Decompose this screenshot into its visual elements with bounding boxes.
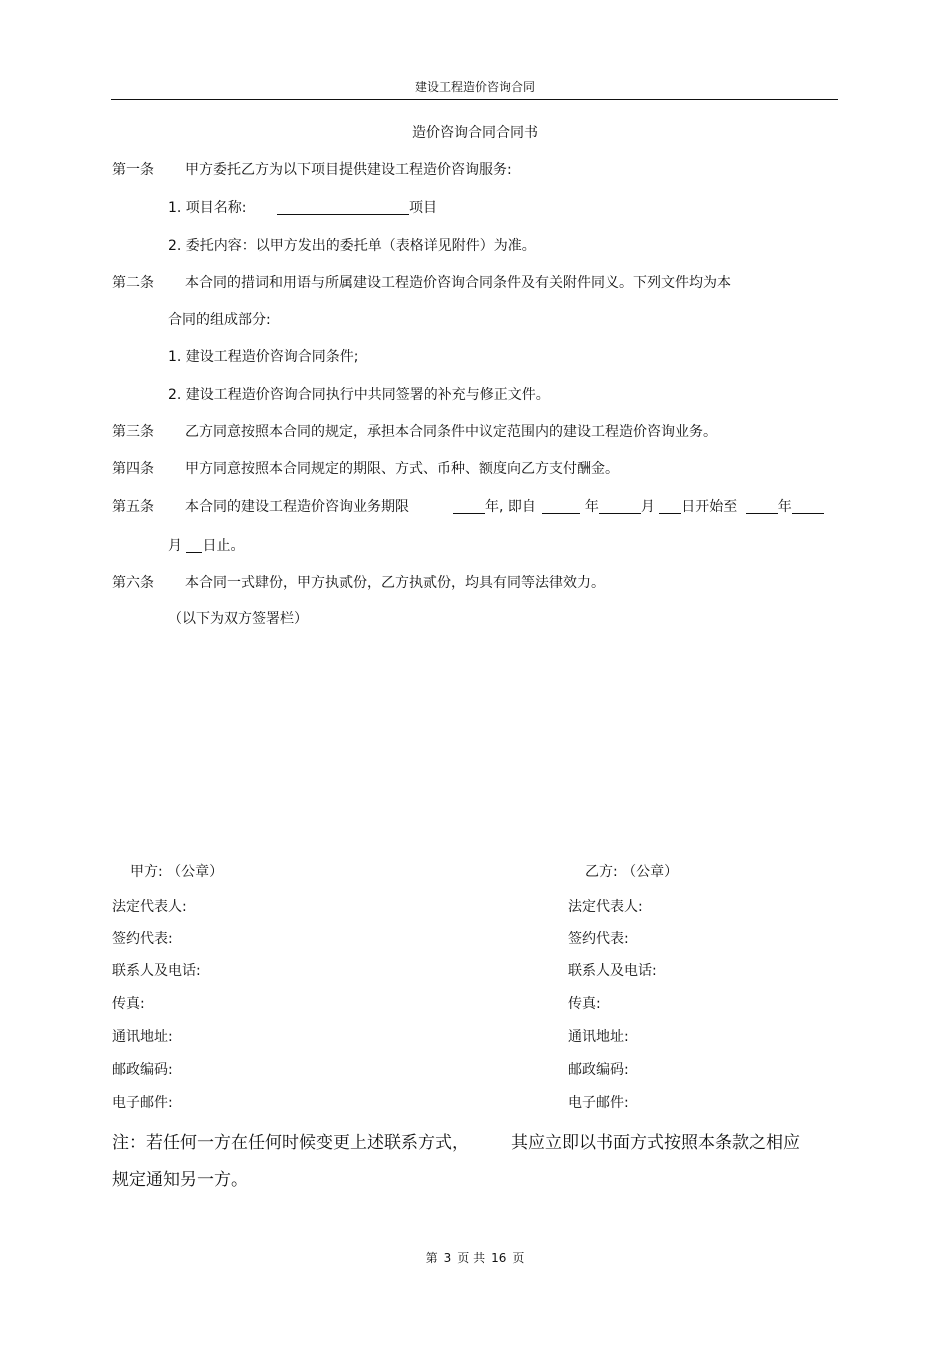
- article-5-term-line-continued: [168, 539, 244, 553]
- article-6-text: 本合同一式肆份，甲方执贰份，乙方执贰份，均具有同等法律效力。: [185, 575, 605, 591]
- party-a-email: 电子邮件:: [112, 1095, 173, 1111]
- term-year-unit: 年: [485, 499, 499, 515]
- project-name-suffix: 项目: [408, 200, 437, 216]
- footer-suffix: 页: [512, 1251, 525, 1265]
- document-title: 造价咨询合同合同书: [412, 125, 538, 141]
- end-day-blank: [186, 539, 202, 553]
- article-1-item-2: 2. 委托内容：以甲方发出的委托单（表格详见附件）为准。: [168, 238, 536, 254]
- article-4-number: 第四条: [112, 461, 154, 477]
- article-1-number: 第一条: [112, 162, 154, 178]
- article-5-term-line: [453, 500, 824, 514]
- party-b-signing-rep: 签约代表:: [568, 931, 629, 947]
- article-3-number: 第三条: [112, 424, 154, 440]
- article-3-text: 乙方同意按照本合同的规定，承担本合同条件中议定范围内的建设工程造价咨询业务。: [185, 424, 717, 440]
- end-day-text: 日止。: [202, 538, 245, 554]
- footer-mid: 页 共: [457, 1251, 486, 1265]
- party-b-fax: 传真:: [568, 996, 601, 1012]
- party-a-contact-phone: 联系人及电话:: [112, 963, 201, 979]
- party-b-legal-rep: 法定代表人:: [568, 899, 643, 915]
- end-year-unit: 年: [777, 499, 792, 515]
- article-5-text: 本合同的建设工程造价咨询业务期限: [185, 499, 409, 515]
- article-2-item-1: 1. 建设工程造价咨询合同条件;: [168, 349, 359, 365]
- party-b-address: 通讯地址:: [568, 1029, 629, 1045]
- article-2-number: 第二条: [112, 275, 154, 291]
- start-year-blank: [542, 500, 580, 514]
- page-footer: [0, 1252, 950, 1264]
- article-1-item-1: [168, 201, 437, 215]
- party-a-postcode: 邮政编码:: [112, 1062, 173, 1078]
- note-line-1a: 注：若任何一方在任何时候变更上述联系方式，: [112, 1133, 469, 1153]
- term-from-text: , 即自: [499, 499, 536, 515]
- party-b-email: 电子邮件:: [568, 1095, 629, 1111]
- end-month-unit: 月: [168, 538, 182, 554]
- party-b-contact-phone: 联系人及电话:: [568, 963, 657, 979]
- article-2-item-2: 2. 建设工程造价咨询合同执行中共同签署的补充与修正文件。: [168, 387, 550, 403]
- note-line-2: 规定通知另一方。: [112, 1170, 248, 1190]
- party-a-signing-rep: 签约代表:: [112, 931, 173, 947]
- start-year-unit: 年: [584, 499, 599, 515]
- party-a-address: 通讯地址:: [112, 1029, 173, 1045]
- article-4-text: 甲方同意按照本合同规定的期限、方式、币种、额度向乙方支付酬金。: [185, 461, 619, 477]
- article-2-text: 本合同的措词和用语与所属建设工程造价咨询合同条件及有关附件同义。下列文件均为本: [185, 275, 731, 291]
- term-years-blank: [453, 500, 485, 514]
- start-day-text: 日开始至: [681, 499, 738, 515]
- article-6-number: 第六条: [112, 575, 154, 591]
- project-name-blank: [277, 201, 409, 215]
- footer-page-number: 3: [443, 1251, 452, 1265]
- start-month-blank: [599, 500, 641, 514]
- article-2-text-continued: 合同的组成部分:: [168, 312, 271, 328]
- footer-total-pages: 16: [491, 1251, 507, 1265]
- end-year-blank: [746, 500, 778, 514]
- header-rule: [111, 99, 838, 100]
- footer-prefix: 第: [425, 1251, 438, 1265]
- article-5-number: 第五条: [112, 499, 154, 515]
- article-1-text: 甲方委托乙方为以下项目提供建设工程造价咨询服务:: [185, 162, 512, 178]
- party-a-seal-label: 甲方: （公章）: [130, 864, 224, 880]
- start-month-unit: 月: [640, 499, 655, 515]
- project-name-label: 1. 项目名称:: [168, 200, 247, 216]
- note-line-1b: 其应立即以书面方式按照本条款之相应: [511, 1133, 800, 1153]
- start-day-blank: [659, 500, 681, 514]
- signature-section-note: （以下为双方签署栏）: [168, 611, 308, 627]
- party-a-legal-rep: 法定代表人:: [112, 899, 187, 915]
- party-a-fax: 传真:: [112, 996, 145, 1012]
- party-b-postcode: 邮政编码:: [568, 1062, 629, 1078]
- party-b-seal-label: 乙方: （公章）: [585, 864, 679, 880]
- running-header: 建设工程造价咨询合同: [414, 80, 535, 94]
- end-month-blank-part: [792, 500, 824, 514]
